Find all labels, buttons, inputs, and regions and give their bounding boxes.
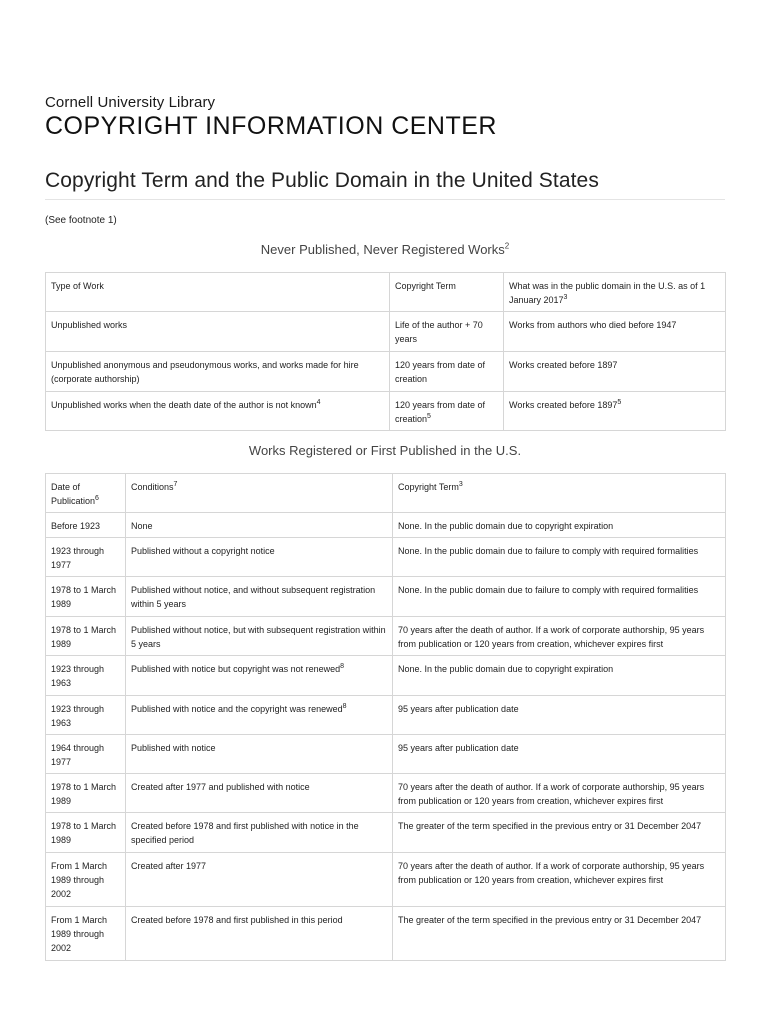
cell-text: 1923 through 1963	[51, 704, 105, 728]
cell-text: None	[131, 521, 153, 531]
cell-text: 70 years after the death of author. If a work of corporate authorship, 95 years from publication or 120 years from creation, whichever expires first	[398, 861, 705, 885]
table-cell	[393, 735, 726, 774]
cell-text: Published with notice	[131, 743, 216, 753]
cell-text: From 1 March 1989 through 2002	[51, 861, 108, 899]
table-cell	[46, 735, 126, 774]
table-row	[46, 312, 726, 352]
cell-text: Works created before 1897	[509, 360, 618, 370]
cell-text: None. In the public domain due to copyright expiration	[398, 521, 614, 531]
footnote-marker: 5	[617, 399, 622, 406]
table-row	[46, 696, 726, 735]
table-cell	[126, 774, 393, 813]
table-cell	[393, 513, 726, 538]
cell-text: Works from authors who died before 1947	[509, 320, 677, 330]
section-heading-unpublished	[45, 242, 725, 257]
cell-text: Copyright Term	[395, 281, 456, 291]
cell-text: Created after 1977 and published with notice	[131, 782, 310, 792]
table-row	[46, 774, 726, 813]
cell-text: None. In the public domain due to copyright expiration	[398, 664, 614, 674]
section-heading-text: Never Published, Never Registered Works	[260, 242, 505, 257]
table-cell	[390, 352, 504, 392]
cell-text: Type of Work	[51, 281, 104, 291]
column-header	[504, 273, 726, 312]
footnote-marker: 3	[458, 481, 463, 488]
table-cell	[46, 312, 390, 352]
cell-text: 1964 through 1977	[51, 743, 105, 767]
center-name: COPYRIGHT INFORMATION CENTER	[45, 112, 497, 140]
table-row	[46, 813, 726, 853]
cell-text: 95 years after publication date	[398, 743, 519, 753]
footnote-reference: (See footnote 1)	[45, 215, 117, 226]
footnote-marker: 7	[173, 481, 178, 488]
cell-text: Unpublished works when the death date of the author is not known	[51, 400, 317, 410]
cell-text: Published without notice, but with subsequent registration within 5 years	[131, 625, 386, 649]
table-row	[46, 907, 726, 961]
cell-text: 70 years after the death of author. If a work of corporate authorship, 95 years from publication or 120 years from creation, whichever expires first	[398, 782, 705, 806]
column-header	[393, 474, 726, 513]
table-cell	[46, 696, 126, 735]
published-works-table	[45, 473, 726, 961]
cell-text: Works created before 1897	[509, 400, 618, 410]
table-cell	[46, 513, 126, 538]
table-row	[46, 392, 726, 431]
table-cell	[46, 774, 126, 813]
column-header	[46, 474, 126, 513]
table-cell	[126, 656, 393, 696]
table-cell	[46, 617, 126, 656]
cell-text: None. In the public domain due to failure to comply with required formalities	[398, 585, 699, 595]
cell-text: Published without a copyright notice	[131, 546, 275, 556]
cell-text: Conditions	[131, 482, 174, 492]
table-cell	[46, 853, 126, 907]
table-cell	[393, 907, 726, 961]
cell-text: Date of Publication	[51, 482, 96, 506]
cell-text: Unpublished anonymous and pseudonymous works, and works made for hire (corporate authorship)	[51, 360, 359, 384]
unpublished-works-table	[45, 272, 726, 431]
cell-text: What was in the public domain in the U.S. as of 1 January 2017	[509, 281, 706, 305]
cell-text: Published with notice and the copyright was renewed	[131, 704, 343, 714]
cell-text: 1923 through 1977	[51, 546, 105, 570]
organization-name: Cornell University Library	[45, 94, 216, 111]
cell-text: 1923 through 1963	[51, 664, 105, 688]
table-cell	[390, 312, 504, 352]
table-cell	[393, 656, 726, 696]
table-cell	[393, 813, 726, 853]
cell-text: Created before 1978 and first published in this period	[131, 915, 343, 925]
table-row	[46, 617, 726, 656]
table-cell	[46, 352, 390, 392]
table-cell	[393, 853, 726, 907]
cell-text: Created after 1977	[131, 861, 207, 871]
table-row	[46, 656, 726, 696]
table-row	[46, 352, 726, 392]
table-cell	[390, 392, 504, 431]
table-cell	[126, 513, 393, 538]
cell-text: The greater of the term specified in the previous entry or 31 December 2047	[398, 915, 702, 925]
cell-text: Created before 1978 and first published with notice in the specified period	[131, 821, 359, 845]
title-divider	[45, 199, 725, 200]
table-cell	[126, 907, 393, 961]
table-cell	[504, 312, 726, 352]
table-cell	[46, 392, 390, 431]
footnote-marker: 8	[342, 703, 347, 710]
cell-text: 1978 to 1 March 1989	[51, 782, 117, 806]
table-row	[46, 577, 726, 617]
table-row	[46, 735, 726, 774]
table-header-row	[46, 474, 726, 513]
cell-text: 120 years from date of creation	[395, 400, 486, 424]
footnote-marker: 6	[95, 495, 99, 502]
table-cell	[46, 907, 126, 961]
cell-text: Published with notice but copyright was not renewed	[131, 664, 341, 674]
cell-text: From 1 March 1989 through 2002	[51, 915, 108, 953]
table-cell	[46, 577, 126, 617]
cell-text: Before 1923	[51, 521, 101, 531]
footnote-marker: 5	[427, 413, 431, 420]
table-cell	[393, 617, 726, 656]
table-cell	[393, 577, 726, 617]
cell-text: 1978 to 1 March 1989	[51, 625, 117, 649]
table-cell	[126, 813, 393, 853]
table-row	[46, 538, 726, 577]
table-cell	[46, 813, 126, 853]
cell-text: 1978 to 1 March 1989	[51, 821, 117, 845]
table-cell	[46, 538, 126, 577]
cell-text: 95 years after publication date	[398, 704, 519, 714]
table-cell	[126, 735, 393, 774]
section-heading-text: Works Registered or First Published in the U.S.	[248, 443, 522, 458]
section-heading-published	[45, 443, 725, 458]
cell-text: Copyright Term	[398, 482, 459, 492]
page-title: Copyright Term and the Public Domain in the United States	[45, 169, 599, 192]
cell-text: Life of the author + 70 years	[395, 320, 483, 344]
table-cell	[393, 774, 726, 813]
cell-text: The greater of the term specified in the previous entry or 31 December 2047	[398, 821, 702, 831]
footnote-marker: 8	[340, 663, 345, 670]
footnote-marker: 3	[563, 294, 568, 301]
column-header	[46, 273, 390, 312]
section-heading-footnote: 2	[504, 241, 510, 251]
column-header	[126, 474, 393, 513]
cell-text: 1978 to 1 March 1989	[51, 585, 117, 609]
cell-text: 70 years after the death of author. If a work of corporate authorship, 95 years from publication or 120 years from creation, whichever expires first	[398, 625, 705, 649]
cell-text: Published without notice, and without subsequent registration within 5 years	[131, 585, 376, 609]
table-cell	[393, 696, 726, 735]
table-row	[46, 853, 726, 907]
cell-text: None. In the public domain due to failure to comply with required formalities	[398, 546, 699, 556]
footnote-marker: 4	[316, 399, 321, 406]
column-header	[390, 273, 504, 312]
table-cell	[504, 392, 726, 431]
table-cell	[126, 577, 393, 617]
table-cell	[393, 538, 726, 577]
table-header-row	[46, 273, 726, 312]
cell-text: 120 years from date of creation	[395, 360, 486, 384]
table-cell	[126, 853, 393, 907]
table-row	[46, 513, 726, 538]
table-cell	[504, 352, 726, 392]
table-cell	[126, 538, 393, 577]
table-cell	[46, 656, 126, 696]
table-cell	[126, 696, 393, 735]
table-cell	[126, 617, 393, 656]
cell-text: Unpublished works	[51, 320, 128, 330]
